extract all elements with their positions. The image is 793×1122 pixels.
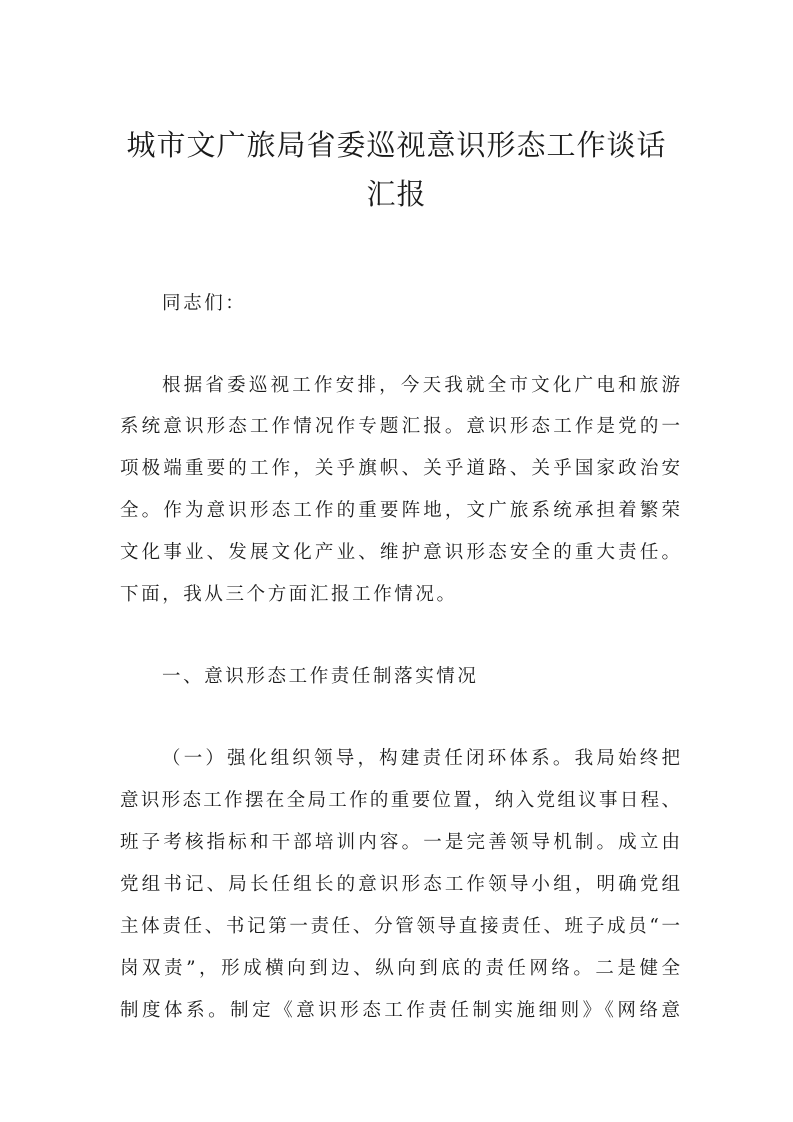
subsection-line-1: （一）强化组织领导，构建责任闭环体系。我局始终把 [162, 748, 680, 769]
intro-line-2: 系统意识形态工作情况作专题汇报。意识形态工作是党的一 [120, 416, 680, 437]
intro-line-1: 根据省委巡视工作安排，今天我就全市文化广电和旅游 [162, 375, 680, 396]
intro-line-5: 文化事业、发展文化产业、维护意识形态安全的重大责任。 [120, 542, 680, 563]
salutation: 同志们： [162, 293, 247, 314]
subsection-line-6: 岗双责”，形成横向到边、纵向到底的责任网络。二是健全 [120, 958, 680, 979]
subsection-line-3: 班子考核指标和干部培训内容。一是完善领导机制。成立由 [120, 832, 680, 853]
subsection-line-7: 制度体系。制定《意识形态工作责任制实施细则》《网络意 [120, 1000, 680, 1021]
subsection-line-4: 党组书记、局长任组长的意识形态工作领导小组，明确党组 [120, 874, 680, 895]
document-title-line-2: 汇报 [366, 177, 427, 211]
intro-line-6: 下面，我从三个方面汇报工作情况。 [120, 584, 458, 605]
subsection-line-2: 意识形态工作摆在全局工作的重要位置，纳入党组议事日程、 [120, 790, 680, 811]
document-title-line-1: 城市文广旅局省委巡视意识形态工作谈话 [126, 128, 667, 162]
intro-line-4: 全。作为意识形态工作的重要阵地，文广旅系统承担着繁荣 [120, 500, 680, 521]
section-heading: 一、意识形态工作责任制落实情况 [162, 666, 479, 687]
subsection-line-5: 主体责任、书记第一责任、分管领导直接责任、班子成员“一 [120, 916, 680, 937]
intro-line-3: 项极端重要的工作，关乎旗帜、关乎道路、关乎国家政治安 [120, 458, 680, 479]
